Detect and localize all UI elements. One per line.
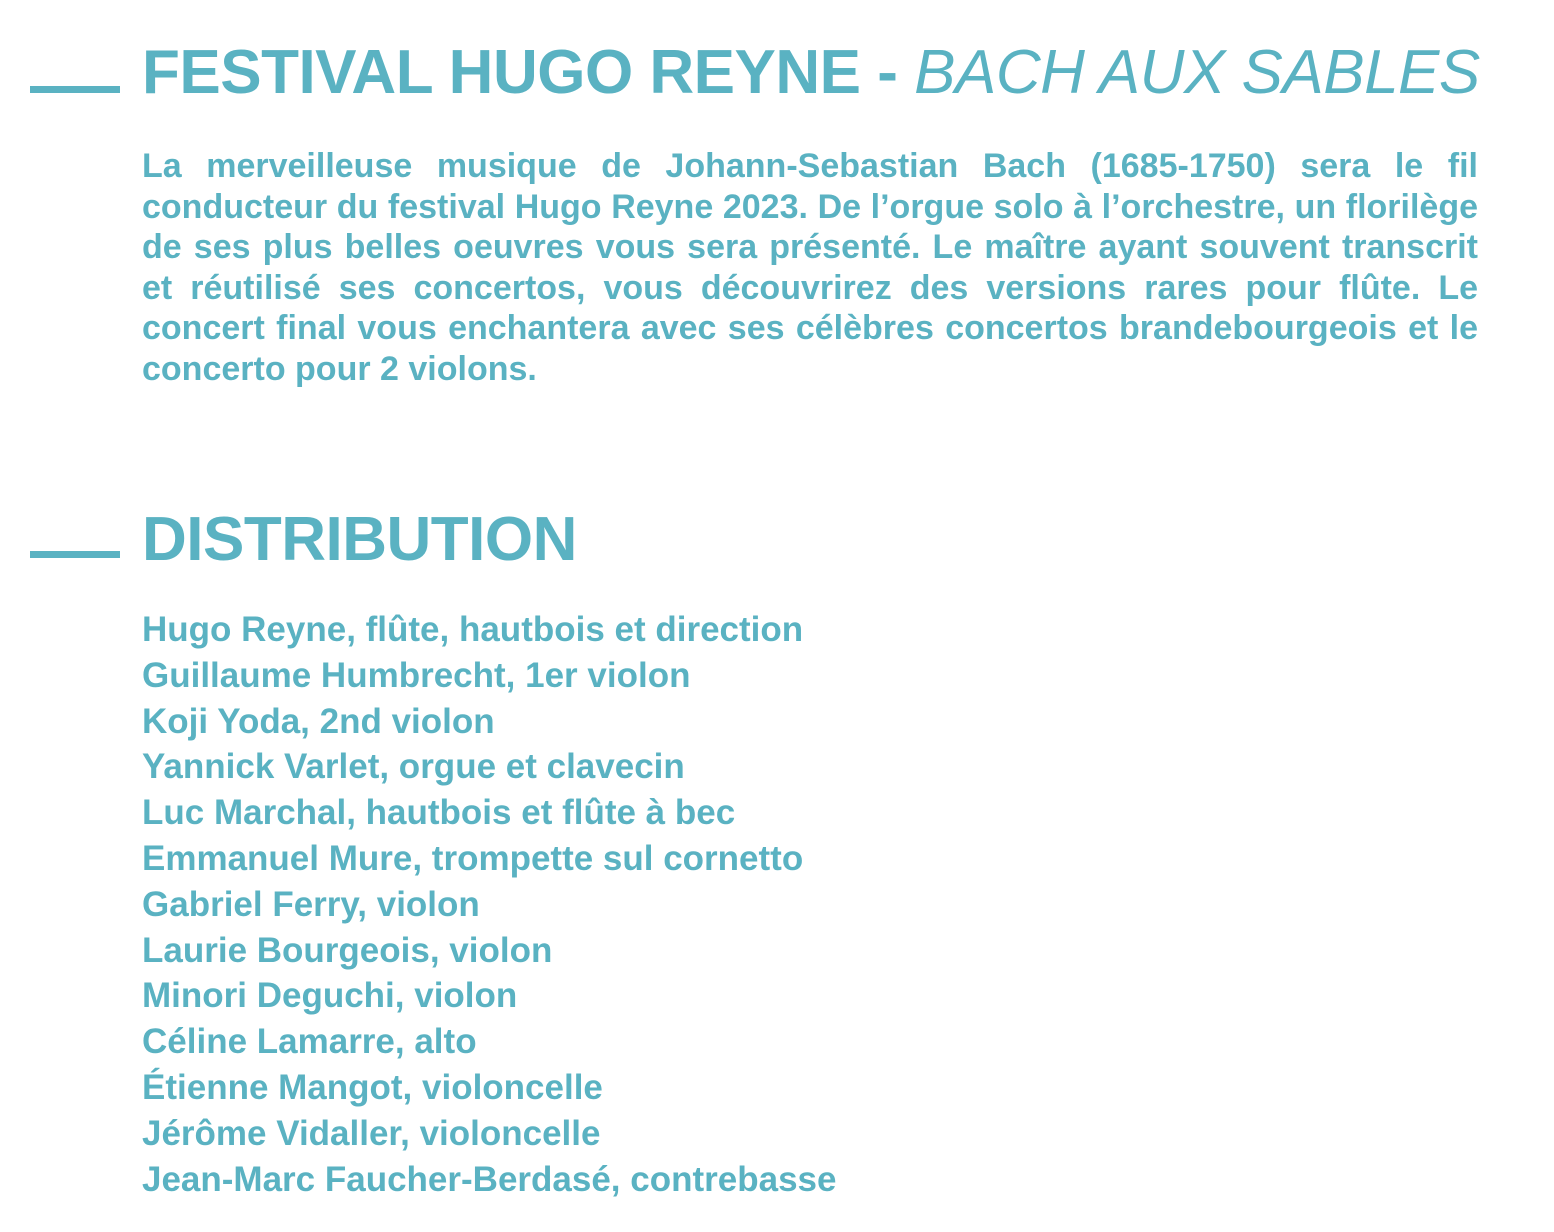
cast-member: Céline Lamarre, alto <box>142 1022 477 1062</box>
cast-member: Gabriel Ferry, violon <box>142 884 480 924</box>
cast-member: Yannick Varlet, orgue et clavecin <box>142 747 685 787</box>
cast-member: Laurie Bourgeois, violon <box>142 930 553 970</box>
festival-heading <box>142 38 1480 108</box>
cast-member: Koji Yoda, 2nd violon <box>142 701 495 741</box>
cast-member: Hugo Reyne, flûte, hautbois et direction <box>142 610 804 649</box>
cast-member: Jérôme Vidaller, violoncelle <box>142 1113 601 1153</box>
cast-member: Minori Deguchi, violon <box>142 976 518 1016</box>
festival-heading-rule <box>30 86 120 93</box>
cast-member: Guillaume Humbrecht, 1er violon <box>142 655 691 695</box>
distribution-list <box>142 607 836 1202</box>
festival-heading-bold: FESTIVAL HUGO REYNE - <box>142 38 915 107</box>
festival-description: La merveilleuse musique de Johann-Sebastian Bach (1685-1750) sera le fil conducteur du festival Hugo Reyne 2023. De l’orgue solo à l’orchestre, un florilège de ses plus belles oeuvres vous sera présenté. Le maître ayant souvent transcrit et réutilisé ses concertos, vous découvrirez des versions rares pour flûte. Le concert final vous enchantera avec ses célèbres concertos brandebourgeois et le concerto pour 2 violons. <box>142 147 1478 388</box>
distribution-heading: DISTRIBUTION <box>142 505 577 574</box>
festival-heading-italic: BACH AUX SABLES <box>914 38 1480 107</box>
cast-member: Emmanuel Mure, trompette sul cornetto <box>142 838 804 878</box>
distribution-heading-rule <box>30 551 120 558</box>
cast-member: Étienne Mangot, violoncelle <box>142 1067 603 1107</box>
cast-member: Luc Marchal, hautbois et flûte à bec <box>142 793 736 833</box>
cast-member: Jean-Marc Faucher-Berdasé, contrebasse <box>142 1159 837 1199</box>
